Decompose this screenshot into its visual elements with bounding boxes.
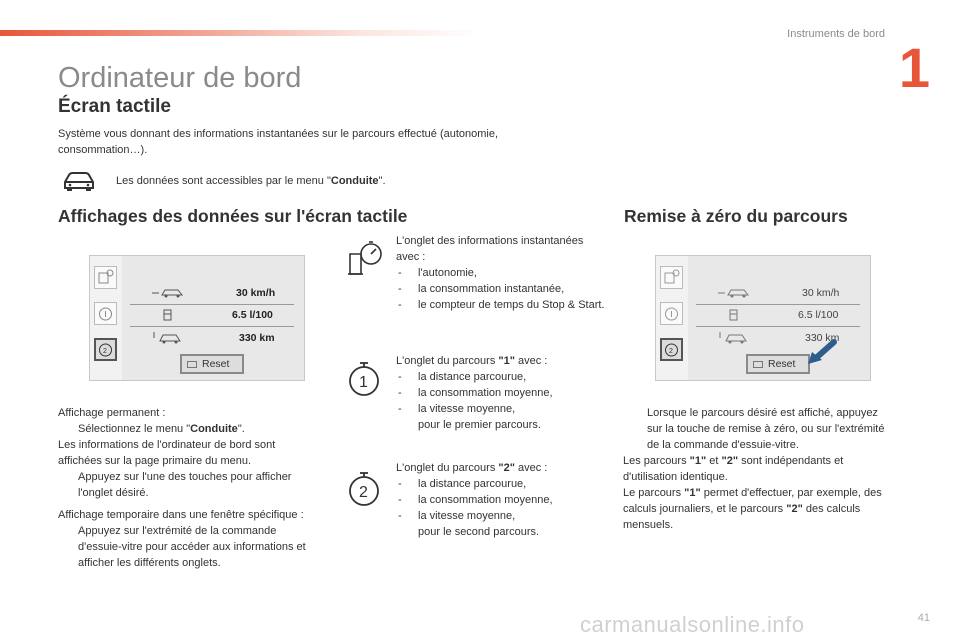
svg-text:2: 2 [669, 348, 673, 355]
tab-instant[interactable] [94, 266, 117, 289]
reset-button[interactable]: Reset [180, 354, 244, 374]
screen-range-value: 330 km [805, 332, 840, 344]
tab-instant[interactable] [660, 266, 683, 289]
temporary-heading: Affichage temporaire dans une fenêtre spécifique : [58, 509, 304, 521]
header-accent-bar [0, 30, 480, 36]
trip-1-tab-icon [95, 303, 116, 324]
section-title-reset: Remise à zéro du parcours [624, 206, 848, 226]
reset-key-icon [753, 361, 763, 368]
trip-1-tab-icon [661, 303, 682, 324]
tab-trip-1[interactable] [94, 302, 117, 325]
reset-paragraph-2: Le parcours "1" permet d'effectuer, par exemple, des calculs journaliers, et le parcours "2" des calculs mensuels. [623, 487, 882, 531]
screen-divider [696, 326, 860, 327]
access-note: Les données sont accessibles par le menu "Conduite". [116, 175, 386, 187]
page-number: 41 [917, 612, 930, 624]
svg-text:2: 2 [103, 348, 107, 355]
reset-step: Lorsque le parcours désiré est affiché, appuyez sur la touche de remise à zéro, ou sur l'extrémité de la commande d'essuie-vitre. [647, 407, 885, 451]
permanent-heading: Affichage permanent : [58, 407, 166, 419]
trip-2-block: L'onglet du parcours "2" avec : - la distance parcourue, - la consommation moyenne, - la vitesse moyenne, pour le second parcours. [396, 462, 553, 538]
touchscreen-illustration-right [655, 255, 871, 381]
section-title-displays: Affichages des données sur l'écran tactile [58, 206, 408, 226]
temporary-display-block [58, 507, 313, 571]
touchscreen-illustration-left [89, 255, 305, 381]
screen-consumption-value: 6.5 l/100 [232, 309, 273, 321]
temporary-step-1: Appuyez sur l'extrémité de la commande d'essuie-vitre pour accéder aux informations et afficher les différents onglets. [78, 525, 306, 569]
press-arrow-icon [804, 338, 838, 368]
page-title: Ordinateur de bord [58, 62, 302, 94]
car-range-icon [718, 330, 754, 344]
trip-2-tab-icon [662, 340, 681, 359]
chapter-number: 1 [898, 36, 930, 99]
screen-divider [696, 304, 860, 305]
reset-key-icon [187, 361, 197, 368]
permanent-display-block [58, 405, 313, 501]
subtitle: Écran tactile [58, 96, 171, 117]
watermark: carmanualsonline.info [580, 612, 805, 637]
screen-divider [130, 304, 294, 305]
section-name: Instruments de bord [787, 28, 885, 40]
reset-instructions [623, 405, 888, 533]
trip-1-block: L'onglet du parcours "1" avec : - la distance parcourue, - la consommation moyenne, - la vitesse moyenne, pour le premier parcours. [396, 355, 553, 431]
intro-text: Système vous donnant des informations instantanées sur le parcours effectué (autonomie, consommation…). [58, 128, 499, 156]
trip-2-stopwatch-icon [347, 470, 381, 508]
instant-info-icon [345, 240, 383, 278]
instant-tab-icon [95, 267, 116, 288]
svg-text:2: 2 [359, 484, 368, 501]
car-speed-icon [152, 286, 188, 298]
screen-range-value: 330 km [239, 332, 275, 344]
fuel-pump-icon [162, 308, 174, 322]
car-icon [62, 170, 96, 192]
tab-trip-2[interactable] [94, 338, 117, 361]
svg-text:1: 1 [359, 374, 368, 391]
car-speed-icon [718, 286, 754, 298]
permanent-step-2: Appuyez sur l'une des touches pour afficher l'onglet désiré. [78, 471, 292, 499]
fuel-pump-icon [728, 308, 740, 322]
screen-speed-value: 30 km/h [236, 287, 276, 299]
instant-tab-icon [661, 267, 682, 288]
screen-divider [130, 326, 294, 327]
trip-2-tab-icon [96, 340, 115, 359]
reset-paragraph-1: Les parcours "1" et "2" sont indépendants et d'utilisation identique. [623, 455, 844, 483]
tab-trip-2[interactable] [660, 338, 683, 361]
permanent-step-1: Sélectionnez le menu "Conduite". [78, 423, 245, 435]
car-range-icon [152, 330, 188, 344]
screen-consumption-value: 6.5 l/100 [798, 309, 839, 321]
trip-1-stopwatch-icon [347, 360, 381, 398]
screen-speed-value: 30 km/h [802, 287, 840, 299]
instant-info-block: L'onglet des informations instantanées avec : - l'autonomie, - la consommation instantanée, - le compteur de temps du Stop & Start. [396, 235, 605, 311]
permanent-info: Les informations de l'ordinateur de bord sont affichées sur la page primaire du menu. [58, 439, 276, 467]
tab-trip-1[interactable] [660, 302, 683, 325]
reset-button[interactable]: Reset [746, 354, 810, 374]
